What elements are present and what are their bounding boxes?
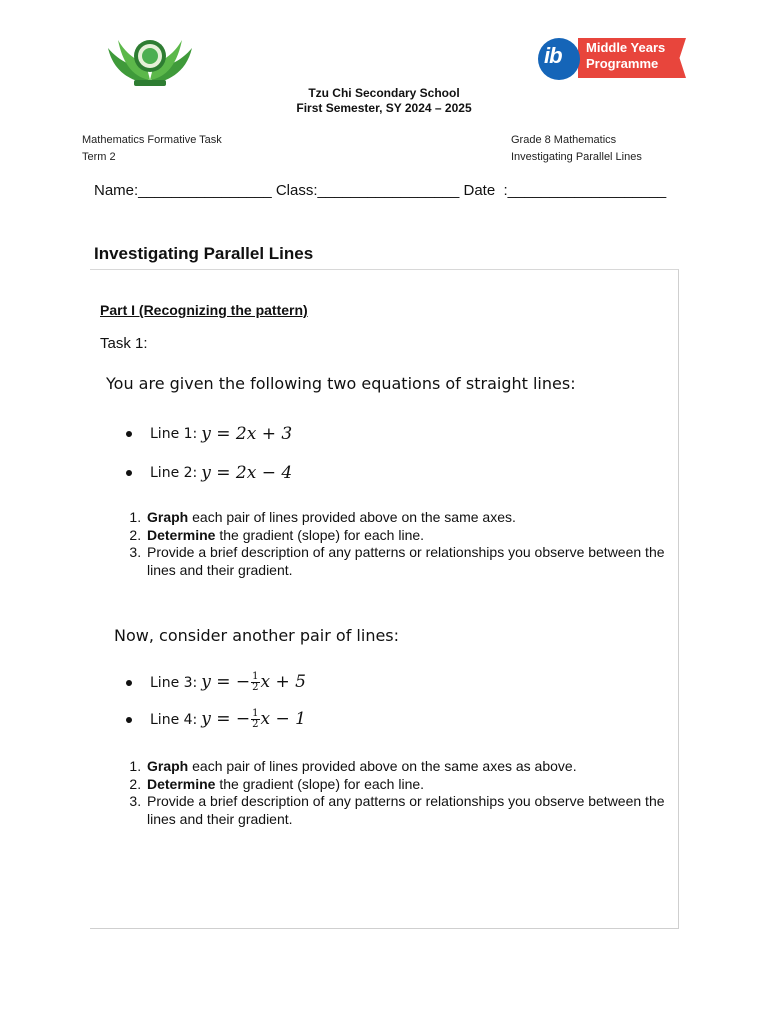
step-item: 3. Provide a brief description of any patterns or relationships you observe between the lines and their gradient.: [145, 793, 665, 828]
ib-myp-logo: [538, 36, 686, 80]
task-type: Mathematics Formative Task: [82, 134, 222, 146]
line1-equation: y = 2x + 3: [201, 424, 293, 444]
term: Term 2: [82, 151, 116, 163]
school-crest-logo: [104, 34, 196, 88]
step-item: 2. Determine the gradient (slope) for each line.: [145, 527, 665, 545]
grade-subject: Grade 8 Mathematics: [511, 134, 617, 146]
group2-steps: [121, 758, 665, 828]
line4-item: Line 4: y = − $\frac{1}{2}$ x − 1: [126, 709, 306, 730]
group1-steps: [121, 509, 665, 579]
ib-logo-text: Middle Years Programme: [586, 40, 666, 71]
line2-item: Line 2: y = 2x − 4: [126, 463, 292, 483]
bullet-icon: [126, 717, 132, 723]
student-info-fields: Name:________________ Class:_________________ Date :___________________: [94, 182, 667, 199]
bullet-icon: [126, 431, 132, 437]
unit-topic: Investigating Parallel Lines: [511, 151, 642, 163]
step-item: 1. Graph each pair of lines provided above on the same axes as above.: [145, 758, 665, 776]
part-title: Part I (Recognizing the pattern): [100, 302, 308, 318]
school-name: Tzu Chi Secondary School: [308, 86, 460, 100]
line1-item: Line 1: y = 2x + 3: [126, 424, 292, 444]
section-title: Investigating Parallel Lines: [94, 244, 314, 263]
line4-equation: y = − $\frac{1}{2}$ x − 1: [201, 708, 306, 730]
line3-equation: y = − $\frac{1}{2}$ x + 5: [201, 671, 306, 693]
step-item: 2. Determine the gradient (slope) for each line.: [145, 776, 665, 794]
line2-equation: y = 2x − 4: [201, 463, 293, 483]
step-item: 3. Provide a brief description of any patterns or relationships you observe between the lines and their gradient.: [145, 544, 665, 579]
line3-item: Line 3: y = − $\frac{1}{2}$ x + 5: [126, 672, 306, 693]
fraction: $\frac{1}{2}$: [252, 708, 259, 730]
group1-intro: You are given the following two equations of straight lines:: [106, 374, 576, 393]
step-item: 1. Graph each pair of lines provided above on the same axes.: [145, 509, 665, 527]
task-label: Task 1:: [100, 335, 148, 352]
group2-intro: Now, consider another pair of lines:: [114, 626, 400, 645]
ib-logo-letters: ib: [544, 43, 562, 68]
bullet-icon: [126, 470, 132, 476]
semester: First Semester, SY 2024 – 2025: [296, 101, 472, 115]
bullet-icon: [126, 680, 132, 686]
fraction: $\frac{1}{2}$: [252, 671, 259, 693]
task-box: [90, 269, 679, 929]
